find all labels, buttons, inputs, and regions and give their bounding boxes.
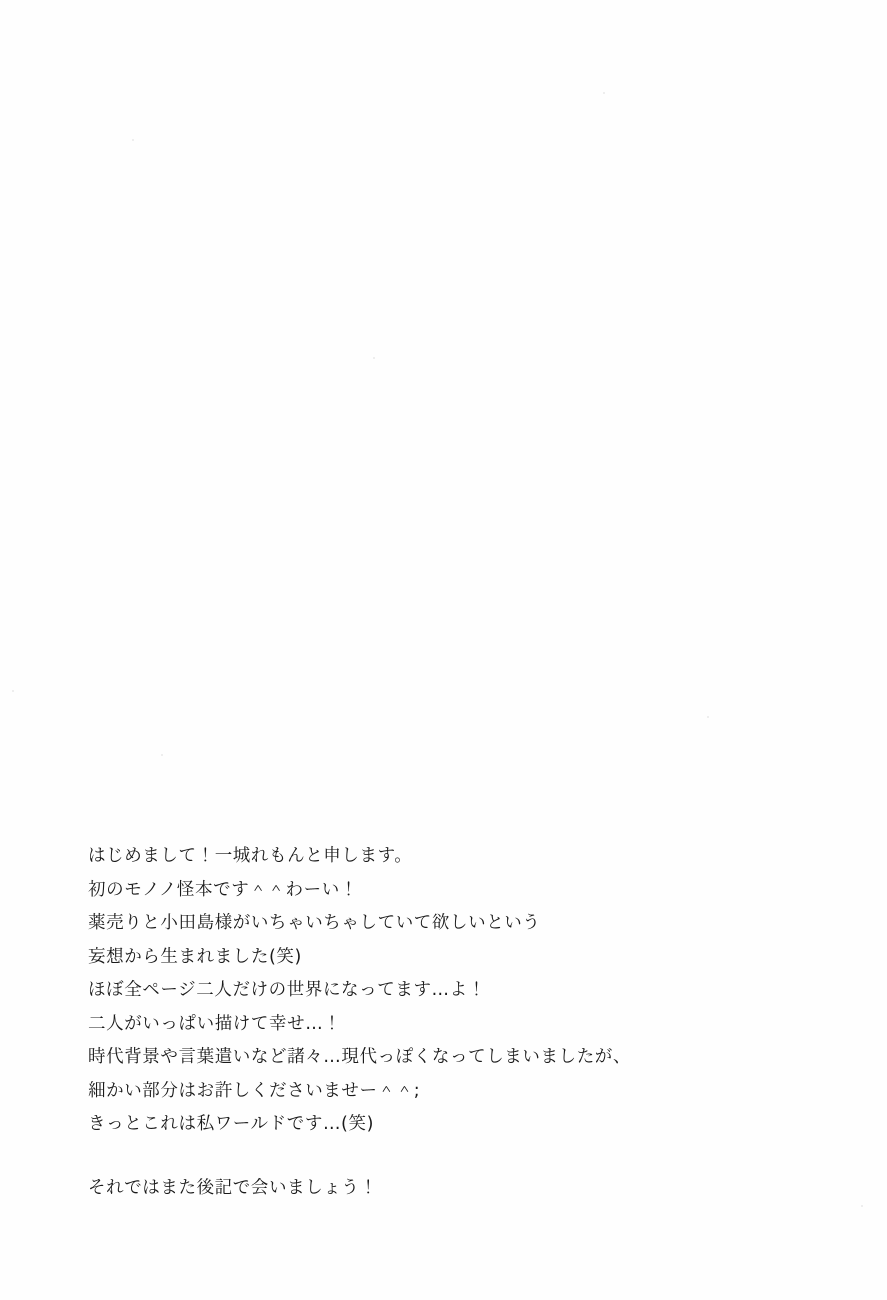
afterword-line: 妄想から生まれました(笑): [88, 946, 302, 967]
paper-speck: [861, 1205, 863, 1207]
paper-speck: [161, 754, 163, 756]
afterword-line: きっとこれは私ワールドです…(笑): [88, 1114, 375, 1134]
paper-speck: [373, 357, 375, 359]
paper-speck: [132, 139, 134, 141]
paper-speck: [12, 690, 14, 692]
afterword-line: 薬売りと小田島様がいちゃいちゃしていて欲しいという: [88, 913, 541, 933]
afterword-line: 初のモノノ怪本です＾＾わーい！: [88, 879, 358, 900]
afterword-line: それではまた後記で会いましょう！: [88, 1177, 378, 1198]
afterword-line: ほぼ全ページ二人だけの世界になってます…よ！: [88, 980, 486, 1000]
afterword-line: 時代背景や言葉遣いなど諸々…現代っぽくなってしまいましたが、: [88, 1047, 631, 1067]
paper-speck: [603, 92, 605, 94]
afterword-text-block: [88, 840, 808, 1205]
paper-speck: [707, 716, 709, 718]
afterword-line: はじめまして！一城れもんと申します。: [88, 846, 413, 866]
afterword-line: 二人がいっぱい描けて幸せ…！: [88, 1013, 342, 1034]
afterword-line: 細かい部分はお許しくださいませー＾＾;: [88, 1080, 421, 1101]
